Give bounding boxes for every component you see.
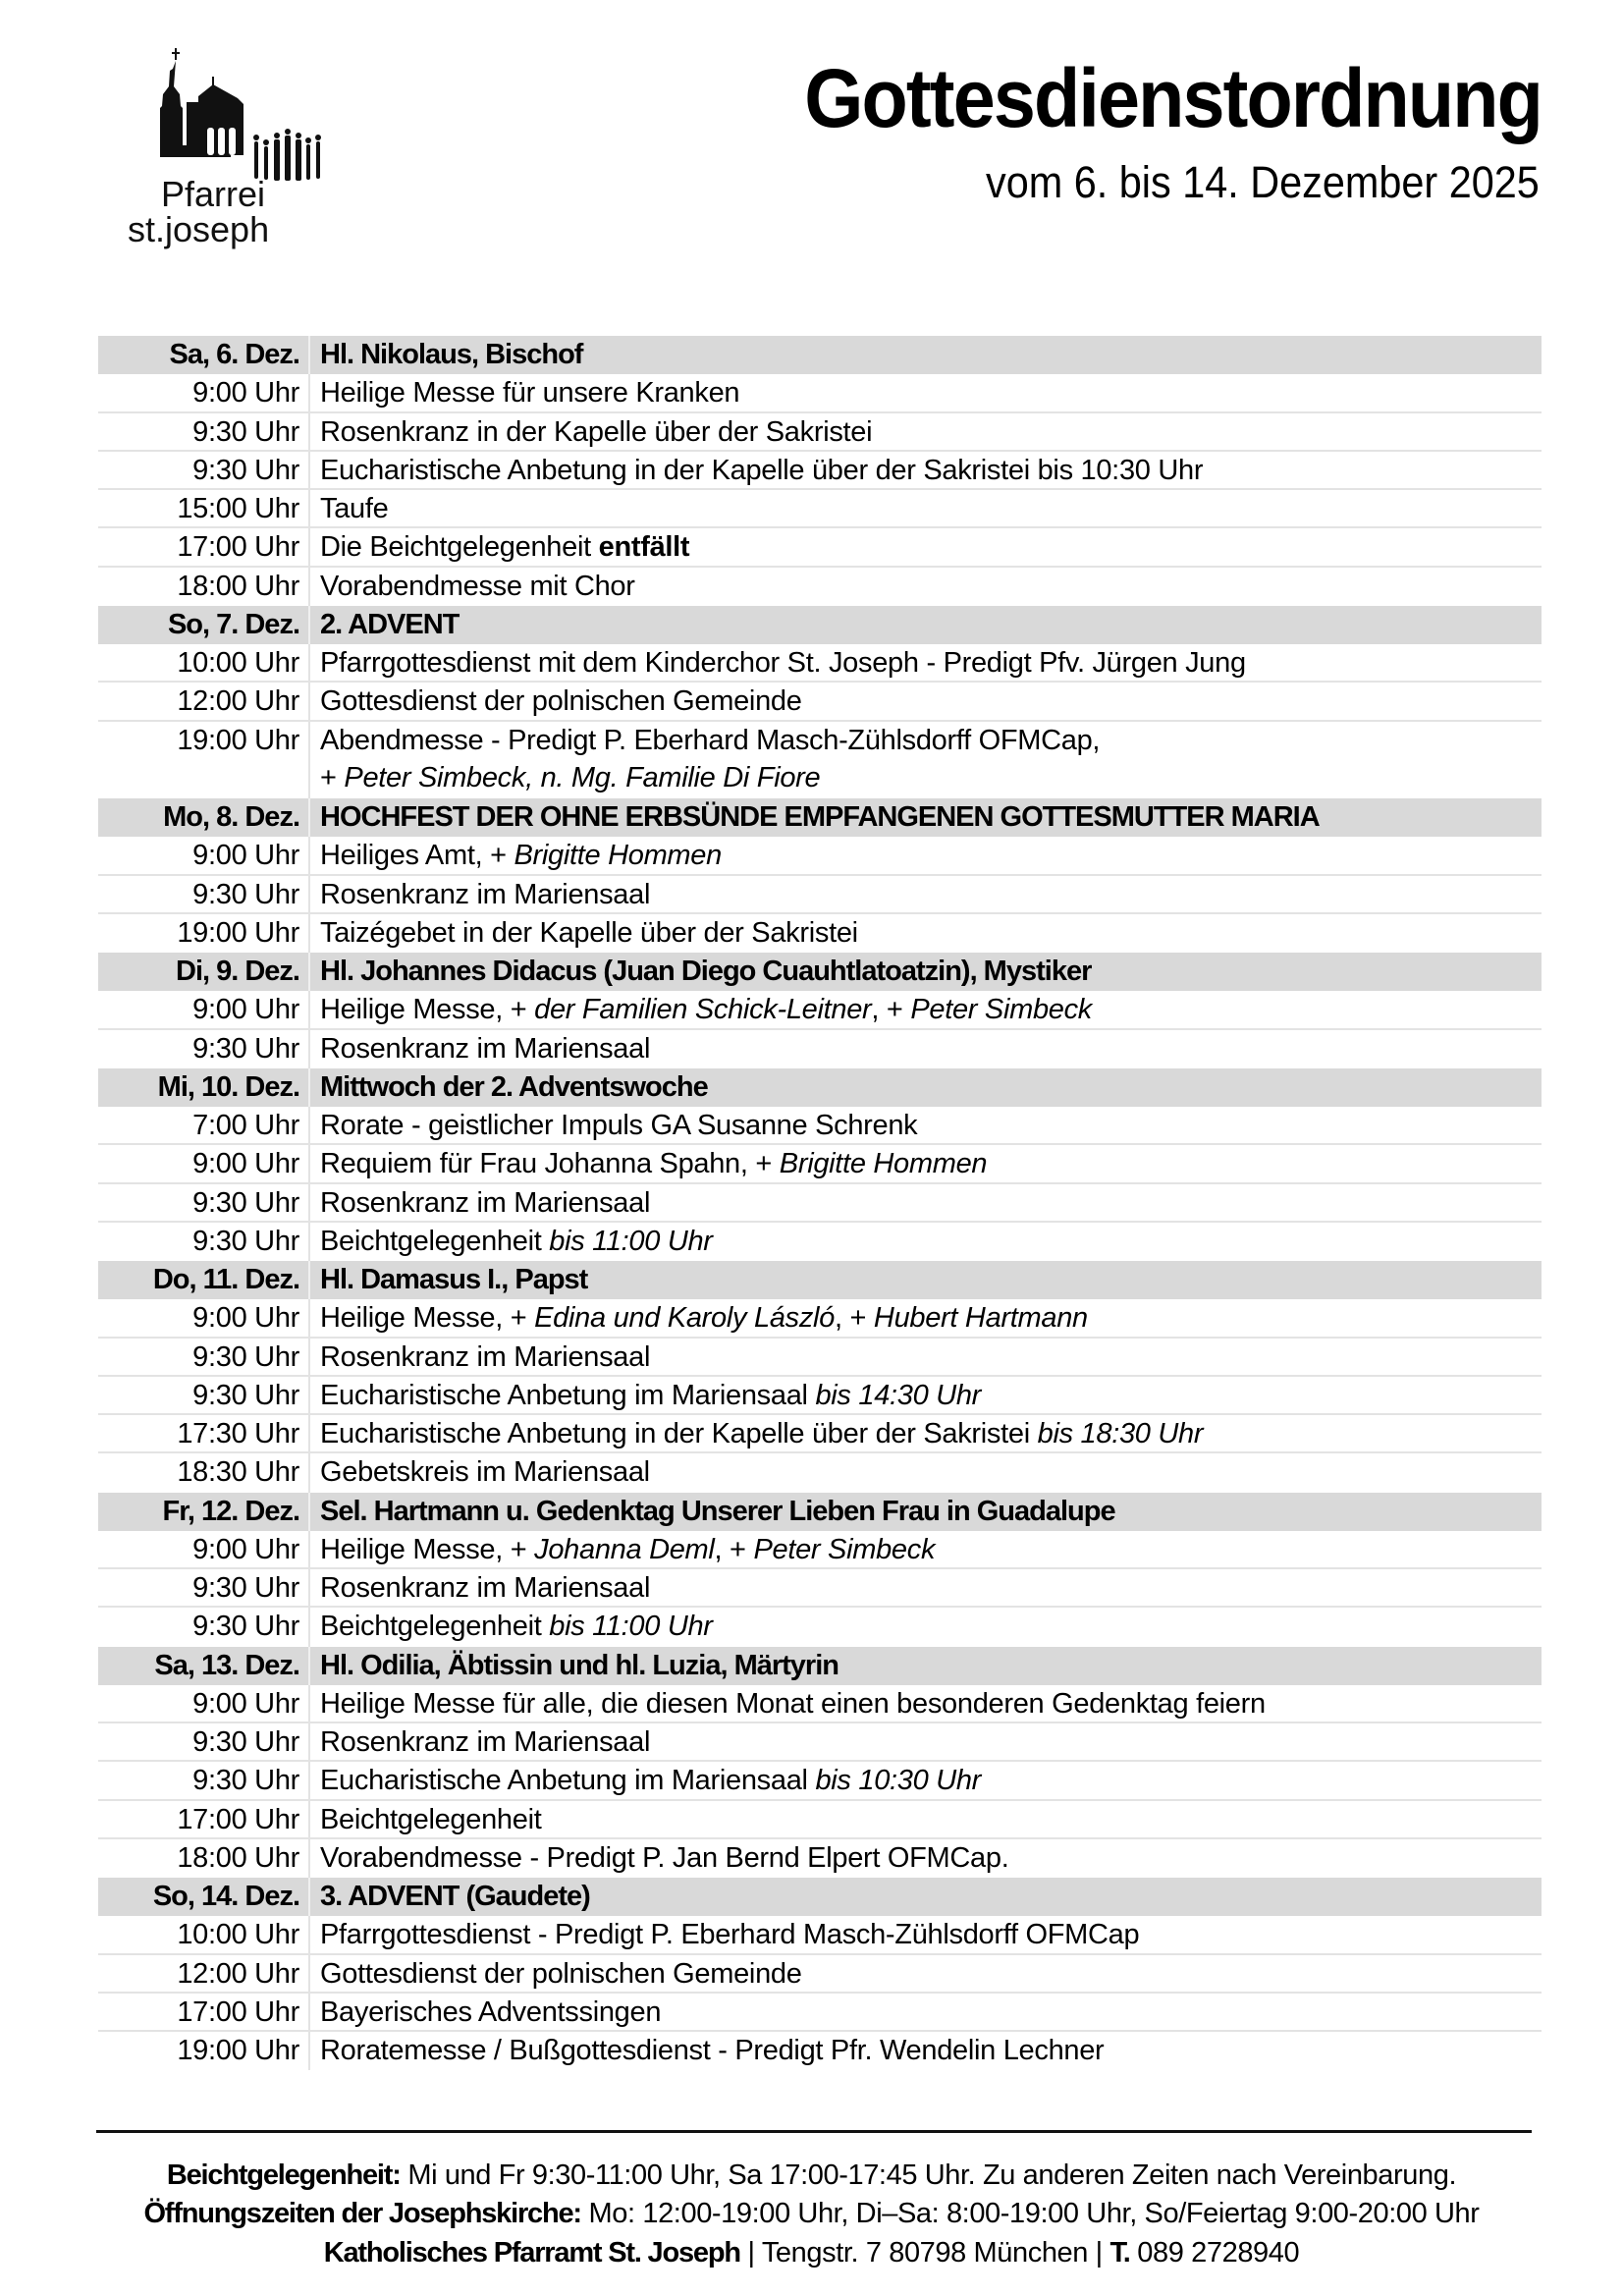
event-emphasis: entfällt bbox=[598, 531, 690, 564]
event-time: 17:00 Uhr bbox=[98, 1801, 310, 1837]
footer-confession bbox=[0, 2161, 1623, 2190]
day-date: Do, 11. Dez. bbox=[98, 1261, 310, 1299]
event-description bbox=[310, 374, 1542, 410]
event-time: 9:30 Uhr bbox=[98, 1762, 310, 1798]
event-time: 9:30 Uhr bbox=[98, 452, 310, 488]
day-header-row bbox=[98, 336, 1542, 374]
day-feast: 2. ADVENT bbox=[320, 608, 460, 640]
event-row bbox=[98, 683, 1542, 721]
event-text: , + bbox=[871, 994, 911, 1026]
event-line bbox=[320, 455, 1203, 486]
event-text: Rosenkranz im Mariensaal bbox=[320, 1572, 651, 1604]
event-row bbox=[98, 1801, 1542, 1839]
event-time: 9:30 Uhr bbox=[98, 876, 310, 912]
day-feast: Sel. Hartmann u. Gedenktag Unserer Lieben Frau in Guadalupe bbox=[320, 1495, 1115, 1527]
event-row bbox=[98, 914, 1542, 953]
page-subtitle: vom 6. bis 14. Dezember 2025 bbox=[986, 157, 1540, 207]
separator: | bbox=[739, 2237, 762, 2269]
event-time: 9:30 Uhr bbox=[98, 1377, 310, 1413]
event-time: 9:00 Uhr bbox=[98, 1145, 310, 1181]
event-text: Rosenkranz in der Kapelle über der Sakristei bbox=[320, 415, 873, 448]
event-note: Hubert Hartmann bbox=[873, 1302, 1088, 1335]
day-header-row bbox=[98, 953, 1542, 991]
event-text: Requiem für Frau Johanna Spahn, + bbox=[320, 1148, 780, 1180]
event-description bbox=[310, 914, 1542, 953]
event-description bbox=[310, 722, 1542, 799]
event-row bbox=[98, 1839, 1542, 1878]
event-line bbox=[320, 879, 650, 910]
event-row bbox=[98, 1685, 1542, 1723]
day-date: Mi, 10. Dez. bbox=[98, 1068, 310, 1107]
event-text: Taizégebet in der Kapelle über der Sakristei bbox=[320, 916, 858, 949]
footer-contact bbox=[0, 2239, 1623, 2268]
event-time: 9:00 Uhr bbox=[98, 837, 310, 873]
event-time: 9:00 Uhr bbox=[98, 991, 310, 1027]
event-text: Heilige Messe für unsere Kranken bbox=[320, 377, 740, 410]
event-line bbox=[320, 531, 689, 563]
day-feast: Hl. Johannes Didacus (Juan Diego Cuauhtlatoatzin), Mystiker bbox=[320, 956, 1092, 987]
event-line bbox=[320, 571, 635, 602]
event-time: 18:00 Uhr bbox=[98, 568, 310, 606]
event-description bbox=[310, 837, 1542, 873]
event-time: 10:00 Uhr bbox=[98, 1916, 310, 1952]
event-line bbox=[320, 1187, 650, 1219]
address: Tengstr. 7 80798 München bbox=[761, 2237, 1089, 2269]
event-text: Gebetskreis im Mariensaal bbox=[320, 1456, 650, 1489]
event-description bbox=[310, 2032, 1542, 2070]
event-row bbox=[98, 1184, 1542, 1223]
event-line bbox=[320, 1226, 713, 1257]
event-description bbox=[310, 1916, 1542, 1952]
event-description bbox=[310, 1608, 1542, 1646]
event-note: bis 14:30 Uhr bbox=[815, 1379, 982, 1411]
event-description bbox=[310, 1223, 1542, 1261]
event-text: , + bbox=[835, 1302, 874, 1335]
event-line bbox=[320, 647, 1246, 679]
parish-logo bbox=[116, 47, 342, 253]
event-text: Beichtgelegenheit bbox=[320, 1225, 550, 1257]
event-description bbox=[310, 876, 1542, 912]
event-text: Taufe bbox=[320, 493, 389, 524]
event-description bbox=[310, 1839, 1542, 1878]
event-row bbox=[98, 1145, 1542, 1183]
event-row bbox=[98, 1299, 1542, 1338]
event-time: 17:00 Uhr bbox=[98, 528, 310, 565]
event-time: 9:00 Uhr bbox=[98, 1685, 310, 1722]
schedule-table bbox=[98, 336, 1542, 2070]
event-time: 15:00 Uhr bbox=[98, 490, 310, 526]
event-note: Brigitte Hommen bbox=[779, 1148, 988, 1180]
event-note: bis 18:30 Uhr bbox=[1037, 1418, 1204, 1449]
day-header-row bbox=[98, 798, 1542, 837]
event-row bbox=[98, 1030, 1542, 1068]
event-row bbox=[98, 1994, 1542, 2032]
day-date: Mo, 8. Dez. bbox=[98, 798, 310, 837]
day-header-row bbox=[98, 606, 1542, 644]
event-description bbox=[310, 1415, 1542, 1451]
event-row bbox=[98, 1453, 1542, 1492]
event-row bbox=[98, 1415, 1542, 1453]
event-description bbox=[310, 568, 1542, 606]
event-row bbox=[98, 1955, 1542, 1994]
event-text: Roratemesse / Bußgottesdienst - Predigt Pfr. Wendelin Lechner bbox=[320, 2035, 1105, 2066]
event-time: 9:00 Uhr bbox=[98, 374, 310, 410]
day-date: Sa, 6. Dez. bbox=[98, 336, 310, 374]
event-note: Peter Simbeck bbox=[753, 1533, 936, 1565]
event-description bbox=[310, 1299, 1542, 1336]
event-row bbox=[98, 644, 1542, 683]
event-line bbox=[320, 917, 858, 949]
event-line bbox=[320, 1534, 935, 1565]
event-line bbox=[320, 1842, 1008, 1874]
event-line bbox=[320, 377, 739, 409]
event-line bbox=[320, 1033, 650, 1065]
event-description bbox=[310, 644, 1542, 681]
event-row bbox=[98, 1569, 1542, 1608]
event-time: 9:30 Uhr bbox=[98, 1223, 310, 1261]
event-text: Eucharistische Anbetung in der Kapelle über der Sakristei bbox=[320, 1418, 1038, 1449]
event-description bbox=[310, 991, 1542, 1027]
day-header-row bbox=[98, 1647, 1542, 1685]
event-time: 18:30 Uhr bbox=[98, 1453, 310, 1492]
event-text: Vorabendmesse mit Chor bbox=[320, 570, 635, 602]
day-header-row bbox=[98, 1068, 1542, 1107]
event-line bbox=[320, 2035, 1104, 2066]
event-time: 12:00 Uhr bbox=[98, 683, 310, 719]
event-description bbox=[310, 1531, 1542, 1567]
event-description bbox=[310, 452, 1542, 488]
confession-text: Mi und Fr 9:30-11:00 Uhr, Sa 17:00-17:45 Uhr. Zu anderen Zeiten nach Vereinbarung. bbox=[400, 2159, 1457, 2191]
event-text: Rorate - geistlicher Impuls GA Susanne Schrenk bbox=[320, 1110, 918, 1141]
event-description bbox=[310, 1569, 1542, 1606]
event-description bbox=[310, 1453, 1542, 1492]
event-row bbox=[98, 1223, 1542, 1261]
event-description bbox=[310, 528, 1542, 565]
event-line bbox=[320, 1572, 650, 1604]
day-feast: Hl. Damasus I., Papst bbox=[320, 1264, 588, 1295]
event-text: Pfarrgottesdienst mit dem Kinderchor St. Joseph - Predigt Pfv. Jürgen Jung bbox=[320, 647, 1246, 679]
event-line bbox=[320, 416, 872, 448]
event-line bbox=[320, 759, 1542, 796]
event-line bbox=[320, 685, 802, 717]
event-row bbox=[98, 568, 1542, 606]
day-date: Sa, 13. Dez. bbox=[98, 1647, 310, 1685]
event-note: Johanna Deml bbox=[534, 1533, 715, 1565]
day-feast: Mittwoch der 2. Adventswoche bbox=[320, 1070, 708, 1103]
event-line bbox=[320, 1726, 650, 1758]
event-row bbox=[98, 991, 1542, 1029]
event-text: Heilige Messe für alle, die diesen Monat einen besonderen Gedenktag feiern bbox=[320, 1687, 1266, 1720]
event-text: Rosenkranz im Mariensaal bbox=[320, 1340, 651, 1373]
event-description bbox=[310, 683, 1542, 719]
event-time: 7:00 Uhr bbox=[98, 1107, 310, 1143]
event-text: Gottesdienst der polnischen Gemeinde bbox=[320, 1957, 802, 1990]
event-text: Heilige Messe, + bbox=[320, 994, 535, 1026]
event-row bbox=[98, 490, 1542, 528]
hours-label: Öffnungszeiten der Josephskirche: bbox=[143, 2198, 581, 2229]
event-description bbox=[310, 1377, 1542, 1413]
event-time: 17:30 Uhr bbox=[98, 1415, 310, 1451]
event-line bbox=[320, 1996, 661, 2028]
event-time: 9:00 Uhr bbox=[98, 1299, 310, 1336]
event-note: Brigitte Hommen bbox=[514, 840, 722, 872]
day-header-row bbox=[98, 1493, 1542, 1531]
event-text: Bayerisches Adventssingen bbox=[320, 1995, 662, 2028]
event-note: Peter Simbeck, n. Mg. Familie Di Fiore bbox=[344, 761, 821, 793]
event-time: 9:30 Uhr bbox=[98, 1723, 310, 1760]
footer-divider bbox=[96, 2130, 1532, 2133]
event-text: Eucharistische Anbetung im Mariensaal bbox=[320, 1379, 816, 1411]
event-time: 9:30 Uhr bbox=[98, 1184, 310, 1221]
event-description bbox=[310, 1801, 1542, 1837]
event-row bbox=[98, 876, 1542, 914]
event-text: Pfarrgottesdienst - Predigt P. Eberhard Masch-Zühlsdorff OFMCap bbox=[320, 1919, 1140, 1951]
event-row bbox=[98, 2032, 1542, 2070]
event-time: 9:30 Uhr bbox=[98, 1030, 310, 1068]
event-time: 9:30 Uhr bbox=[98, 413, 310, 450]
event-line bbox=[320, 1919, 1139, 1950]
event-row bbox=[98, 1531, 1542, 1569]
event-line bbox=[320, 1958, 802, 1990]
event-text: Rosenkranz im Mariensaal bbox=[320, 878, 651, 910]
day-feast: Hl. Nikolaus, Bischof bbox=[320, 339, 583, 370]
event-row bbox=[98, 1762, 1542, 1800]
separator: | bbox=[1088, 2237, 1110, 2269]
event-text: Rosenkranz im Mariensaal bbox=[320, 1726, 651, 1758]
event-line bbox=[320, 1380, 981, 1411]
event-text: Beichtgelegenheit bbox=[320, 1803, 542, 1835]
event-line bbox=[320, 1110, 917, 1141]
event-text: Beichtgelegenheit bbox=[320, 1611, 550, 1643]
event-text: Vorabendmesse - Predigt P. Jan Bernd Elpert OFMCap. bbox=[320, 1841, 1009, 1874]
event-line bbox=[320, 840, 722, 871]
event-line bbox=[320, 1688, 1266, 1720]
event-line bbox=[320, 493, 388, 524]
event-description bbox=[310, 1762, 1542, 1798]
event-time: 17:00 Uhr bbox=[98, 1994, 310, 2030]
event-row bbox=[98, 1377, 1542, 1415]
event-row bbox=[98, 837, 1542, 875]
event-row bbox=[98, 1339, 1542, 1377]
event-row bbox=[98, 1107, 1542, 1145]
event-row bbox=[98, 1608, 1542, 1646]
event-time: 19:00 Uhr bbox=[98, 722, 310, 799]
event-description bbox=[310, 1994, 1542, 2030]
event-time: 12:00 Uhr bbox=[98, 1955, 310, 1992]
event-text: Eucharistische Anbetung in der Kapelle über der Sakristei bis 10:30 Uhr bbox=[320, 454, 1204, 486]
day-header-row bbox=[98, 1261, 1542, 1299]
event-time: 10:00 Uhr bbox=[98, 644, 310, 681]
event-description bbox=[310, 1955, 1542, 1992]
event-text: Rosenkranz im Mariensaal bbox=[320, 1032, 651, 1065]
event-time: 9:30 Uhr bbox=[98, 1339, 310, 1375]
day-feast: HOCHFEST DER OHNE ERBSÜNDE EMPFANGENEN GOTTESMUTTER MARIA bbox=[320, 801, 1320, 833]
event-time: 9:30 Uhr bbox=[98, 1608, 310, 1646]
event-line bbox=[320, 994, 1092, 1025]
event-note: bis 10:30 Uhr bbox=[815, 1765, 982, 1797]
event-description bbox=[310, 1339, 1542, 1375]
day-feast: Hl. Odilia, Äbtissin und hl. Luzia, Märtyrin bbox=[320, 1649, 839, 1681]
event-line bbox=[320, 1611, 713, 1642]
event-text: Eucharistische Anbetung im Mariensaal bbox=[320, 1765, 816, 1797]
office-label: Katholisches Pfarramt St. Joseph bbox=[323, 2237, 740, 2269]
event-time: 9:00 Uhr bbox=[98, 1531, 310, 1567]
event-row bbox=[98, 1916, 1542, 1954]
event-note: der Familien Schick-Leitner bbox=[534, 994, 872, 1026]
event-line bbox=[320, 1418, 1203, 1449]
event-row bbox=[98, 722, 1542, 799]
event-text: , + bbox=[714, 1533, 754, 1565]
event-text: Die Beichtgelegenheit bbox=[320, 531, 599, 564]
event-line bbox=[320, 1302, 1088, 1334]
event-time: 19:00 Uhr bbox=[98, 914, 310, 953]
event-row bbox=[98, 413, 1542, 452]
event-time: 19:00 Uhr bbox=[98, 2032, 310, 2070]
event-text: Heilige Messe, + bbox=[320, 1533, 535, 1565]
confession-label: Beichtgelegenheit: bbox=[166, 2159, 401, 2191]
event-row bbox=[98, 528, 1542, 567]
event-note: Peter Simbeck bbox=[910, 994, 1092, 1026]
event-note: bis 11:00 Uhr bbox=[549, 1611, 713, 1643]
event-line bbox=[320, 1765, 981, 1796]
phone-label: T. bbox=[1109, 2237, 1130, 2269]
logo-line1: Pfarrei bbox=[161, 174, 266, 214]
event-text: Gottesdienst der polnischen Gemeinde bbox=[320, 685, 802, 718]
event-line bbox=[320, 1456, 650, 1488]
event-note: bis 11:00 Uhr bbox=[549, 1225, 713, 1257]
phone: 089 2728940 bbox=[1129, 2237, 1300, 2269]
event-line bbox=[320, 722, 1542, 759]
event-description bbox=[310, 1685, 1542, 1722]
event-description bbox=[310, 1723, 1542, 1760]
event-time: 9:30 Uhr bbox=[98, 1569, 310, 1606]
event-description bbox=[310, 1184, 1542, 1221]
event-description bbox=[310, 1145, 1542, 1181]
event-text: + bbox=[320, 761, 345, 793]
hours-text: Mo: 12:00-19:00 Uhr, Di–Sa: 8:00-19:00 Uhr, So/Feiertag 9:00-20:00 Uhr bbox=[580, 2198, 1480, 2229]
event-row bbox=[98, 374, 1542, 412]
event-note: Edina und Karoly László bbox=[534, 1302, 835, 1335]
event-description bbox=[310, 490, 1542, 526]
event-text: Rosenkranz im Mariensaal bbox=[320, 1186, 651, 1219]
event-row bbox=[98, 1723, 1542, 1762]
day-date: Di, 9. Dez. bbox=[98, 953, 310, 991]
event-line bbox=[320, 1148, 987, 1179]
day-date: So, 7. Dez. bbox=[98, 606, 310, 644]
event-text: Heilige Messe, + bbox=[320, 1302, 535, 1335]
page-title: Gottesdienstordnung bbox=[804, 52, 1542, 144]
footer-opening-hours bbox=[0, 2200, 1623, 2228]
day-feast: 3. ADVENT (Gaudete) bbox=[320, 1881, 590, 1912]
logo-line2: st.joseph bbox=[128, 209, 270, 249]
event-line bbox=[320, 1804, 541, 1835]
day-header-row bbox=[98, 1878, 1542, 1916]
event-description bbox=[310, 413, 1542, 450]
event-description bbox=[310, 1107, 1542, 1143]
event-line bbox=[320, 1341, 650, 1373]
event-text: Abendmesse - Predigt P. Eberhard Masch-Zühlsdorff OFMCap, bbox=[320, 724, 1101, 756]
event-time: 18:00 Uhr bbox=[98, 1839, 310, 1878]
event-text: Heiliges Amt, + bbox=[320, 840, 514, 872]
day-date: Fr, 12. Dez. bbox=[98, 1493, 310, 1531]
day-date: So, 14. Dez. bbox=[98, 1878, 310, 1916]
event-row bbox=[98, 452, 1542, 490]
event-description bbox=[310, 1030, 1542, 1068]
